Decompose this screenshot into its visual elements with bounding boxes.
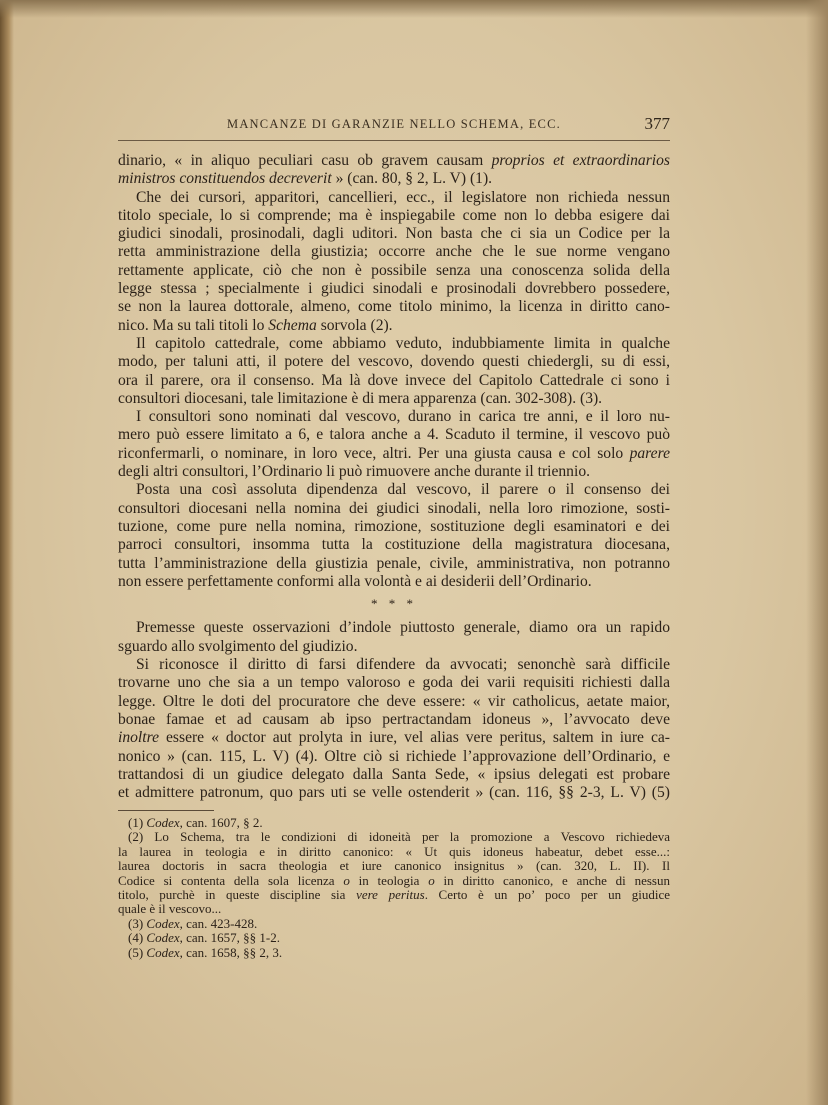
footnote-line (118, 830, 670, 844)
text-line (118, 335, 670, 353)
text-line (118, 481, 670, 499)
text-segment: Posta una così assoluta dipendenza dal vescovo, il parere o il consenso dei (136, 481, 670, 499)
footnote-line (118, 902, 670, 916)
text-line (118, 748, 670, 766)
text-segment: trovarne uno che sia a un tempo valoroso e goda dei varii requisiti richiesti dalla (118, 674, 670, 692)
text-line (118, 189, 670, 207)
italic-segment: Schema (268, 316, 317, 334)
text-segment: in diritto canonico, e anche di nessun (434, 872, 670, 888)
text-segment: non essere perfettamente conformi alla volontà e ai desiderii dell’Ordinario. (118, 572, 592, 590)
text-line (118, 280, 670, 298)
text-segment: legge. Oltre le doti del procuratore che deve essere: « vir catholicus, aetate maior, (118, 692, 670, 710)
text-line (118, 656, 670, 674)
text-line (118, 170, 670, 188)
footnote-line (118, 931, 670, 945)
footnotes (118, 816, 670, 960)
text-line (118, 711, 670, 729)
text-line (118, 518, 670, 536)
text-line (118, 152, 670, 170)
text-segment: » (can. 80, § 2, L. V) (1). (331, 170, 493, 188)
text-segment: , can. 423-428. (179, 915, 258, 931)
text-segment: trattandosi di un giudice delegato dalla Santa Sede, « ipsius delegati est probare (118, 765, 670, 783)
text-line (118, 243, 670, 261)
text-segment: degli altri consultori, l’Ordinario li può rimuovere anche durante il triennio. (118, 463, 591, 481)
text-line (118, 372, 670, 390)
footnote-rule (118, 810, 214, 811)
page-header (118, 114, 670, 136)
text-segment: Premesse queste osservazioni d’indole piuttosto generale, diamo ora un rapido (136, 619, 670, 637)
text-segment: , can. 1657, §§ 1-2. (179, 930, 281, 946)
text-segment: , can. 1658, §§ 2, 3. (179, 944, 283, 960)
text-segment: mero può essere limitato a 6, e talora anche a 4. Scaduto il termine, il vescovo può (118, 426, 670, 444)
text-segment: ora il parere, ora il consenso. Ma là dove invece del Capitolo Cattedrale ci sono i (118, 371, 670, 389)
text-segment: bonae famae et ad causam ab ipso pertractandam idoneus », l’avvocato deve (118, 710, 670, 728)
text-line (118, 536, 670, 554)
footnote-line (118, 816, 670, 830)
text-segment: I consultori sono nominati dal vescovo, durano in carica tre anni, e il loro nu- (136, 408, 670, 426)
text-line (118, 225, 670, 243)
text-segment: Codice si contenta della sola licenza (118, 872, 344, 888)
text-segment: riconfermarli, o nominare, in loro vece, altri. Per una giusta causa e col solo (118, 444, 630, 462)
page-top-edge (0, 0, 828, 18)
text-segment: essere « doctor aut prolyta in iure, vel alias vere peritus, saltem in iure ca- (159, 729, 670, 747)
text-segment: tutta l’amministrazione della giustizia penale, civile, amministrativa, non potranno (118, 554, 670, 572)
text-line (118, 317, 670, 335)
text-segment: titolo, purchè in queste discipline sia (118, 886, 357, 902)
text-line (118, 463, 670, 481)
text-segment: consultori diocesani nella nomina dei giudici sinodali, nella loro rimozione, sosti- (118, 499, 670, 517)
text-segment: et admittere patronum, quo pars uti se velle ostenderit » (can. 116, §§ 2-3, L. V) (5) (118, 784, 670, 802)
italic-segment: Codex (146, 930, 180, 946)
text-segment: sguardo allo svolgimento del giudizio. (118, 637, 358, 655)
footnote-line (118, 888, 670, 902)
italic-segment: o (343, 872, 350, 888)
text-line (118, 638, 670, 656)
text-segment: giudici sinodali, prosinodali, dagli uditori. Non basta che ci sia un Codice per la (118, 225, 670, 243)
text-segment: parroci consultori, insomma tutta la costituzione della magistratura diocesana, (118, 536, 670, 554)
text-line (118, 353, 670, 371)
text-segment: laurea doctoris in sacra theologia et iure canonico insignitus » (can. 320, L. II). Il (118, 858, 670, 874)
text-segment: Si riconosce il diritto di farsi difendere da avvocati; senonchè sarà difficile (136, 656, 670, 674)
text-segment: quale è il vescovo... (118, 901, 222, 917)
running-head: MANCANZE DI GARANZIE NELLO SCHEMA, ECC. (227, 117, 561, 131)
text-line (118, 693, 670, 711)
footnote-line (118, 845, 670, 859)
text-segment: Che dei cursori, apparitori, cancellieri, ecc., il legislatore non richieda nessun (136, 188, 670, 206)
text-line (118, 207, 670, 225)
text-segment: rettamente applicate, ciò che non è possibile senza una conoscenza solida della (118, 261, 670, 279)
page-spine-shadow (0, 0, 14, 1105)
italic-segment: parere (629, 444, 670, 462)
body-text (118, 152, 670, 802)
text-segment: sorvola (2). (316, 316, 393, 334)
text-segment: (2) Lo Schema, tra le condizioni di idoneità per la promozione a Vescovo richiedeva (128, 829, 670, 845)
text-line (118, 390, 670, 408)
text-line (118, 408, 670, 426)
text-segment: Il capitolo cattedrale, come abbiamo veduto, indubbiamente limita in qualche (136, 334, 670, 352)
italic-segment: Codex (146, 815, 180, 830)
footnote-line (118, 874, 670, 888)
text-segment: , can. 1607, § 2. (179, 815, 263, 830)
italic-segment: inoltre (118, 729, 160, 747)
text-segment: in teologia (349, 872, 429, 888)
text-segment: nonico » (can. 115, L. V) (4). Oltre ciò si richiede l’approvazione dell’Ordinario, e (118, 747, 670, 765)
italic-segment: o (428, 872, 435, 888)
text-segment: tuzione, come pure nella nomina, rimozione, sostituzione degli esaminatori e dei (118, 517, 670, 535)
text-segment: (5) (128, 944, 147, 960)
text-segment: (1) (128, 815, 147, 830)
text-line (118, 766, 670, 784)
footnote-line (118, 946, 670, 960)
text-segment: legge stessa ; specialmente i giudici sinodali e prosinodali dovrebbero possedere, (118, 280, 670, 298)
text-segment: la laurea in teologia e in diritto canonico: « Ut quis idoneus habeatur, debet esse...: (118, 843, 670, 859)
italic-segment: ministros constituendos decreverit (118, 170, 332, 188)
text-line (118, 298, 670, 316)
text-line (118, 619, 670, 637)
text-line (118, 262, 670, 280)
text-segment: (4) (128, 930, 147, 946)
section-divider-stars: * * * (371, 596, 417, 612)
page-number: 377 (644, 114, 670, 133)
page-right-edge (806, 0, 828, 1105)
text-line (118, 784, 670, 802)
footnote-line (118, 859, 670, 873)
text-line (118, 426, 670, 444)
text-segment: . Certo è un po’ poco per un giudice (424, 886, 670, 902)
text-segment: consultori diocesani, tale limitazione è di mera apparenza (can. 302-308). (3). (118, 389, 603, 407)
text-segment: dinario, « in aliquo peculiari casu ob gravem causam (118, 152, 492, 169)
text-line (118, 573, 670, 591)
text-segment: titolo speciale, lo si comprende; ma è inspiegabile come non lo debba esigere dai (118, 206, 670, 224)
text-line (118, 555, 670, 573)
text-line (118, 729, 670, 747)
text-segment: (3) (128, 915, 147, 931)
italic-segment: Codex (146, 944, 180, 960)
text-segment: se non la laurea dottorale, almeno, come titolo minimo, la licenza in diritto cano- (118, 298, 670, 316)
italic-segment: proprios et extraordinarios (491, 152, 670, 169)
text-line (118, 500, 670, 518)
italic-segment: Codex (146, 915, 180, 931)
text-segment: retta amministrazione della giustizia; occorre anche che le sue norme vengano (118, 243, 670, 261)
header-rule (118, 140, 670, 141)
text-line (118, 445, 670, 463)
italic-segment: vere peritus (356, 886, 425, 902)
text-segment: nico. Ma su tali titoli lo (118, 316, 269, 334)
text-line (118, 674, 670, 692)
text-segment: modo, per taluni atti, il potere del vescovo, dovendo questi chiedergli, su di essi, (118, 353, 670, 371)
footnote-line (118, 917, 670, 931)
